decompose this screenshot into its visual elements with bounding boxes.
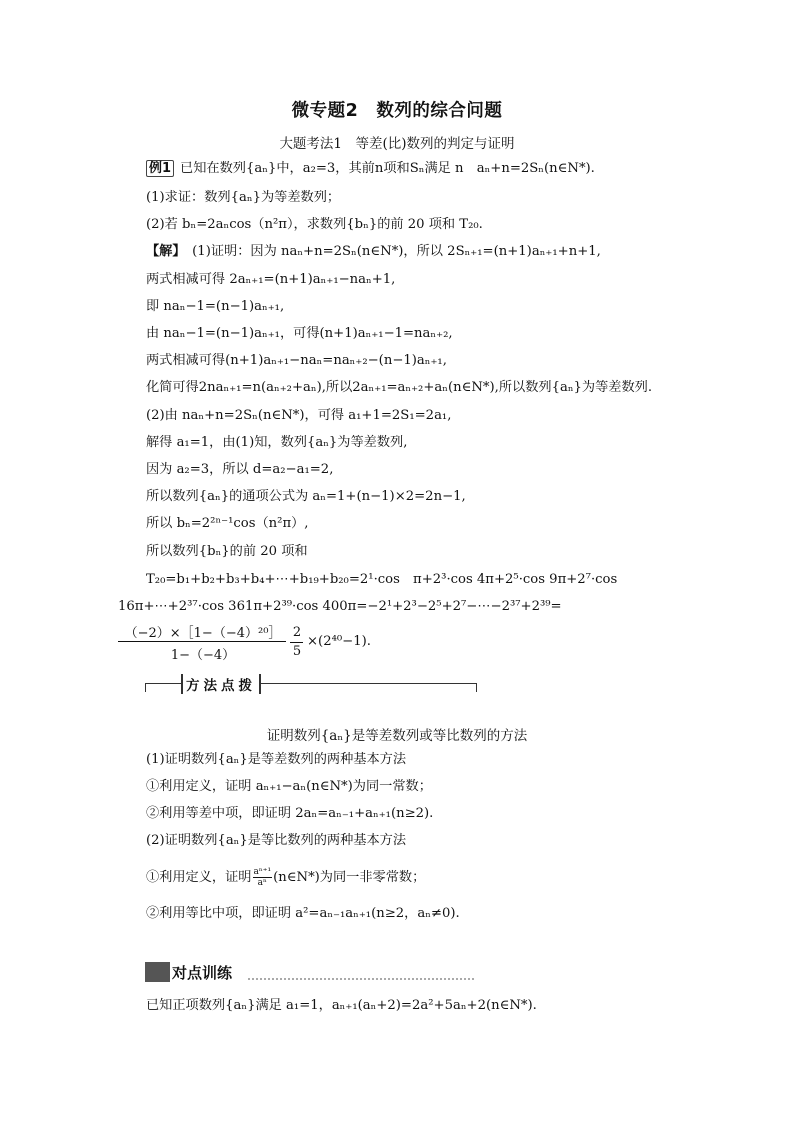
method-definition-line [146,860,425,896]
def-suffix: (n∈N*)为同一非零常数； [273,870,426,885]
method-line: (1)证明数列{aₙ}是等差数列的两种基本方法 [146,752,407,767]
example-tag: 例1 [146,160,174,177]
divider-line [259,683,477,684]
divider-tick [476,683,477,692]
fraction-numerator: aⁿ⁺¹ [253,867,272,877]
training-divider [248,978,474,980]
solution-line: T₂₀=b₁+b₂+b₃+b₄+⋯+b₁₉+b₂₀=2¹·cos π+2³·cos 4π+2⁵·cos 9π+2⁷·cos [146,572,618,587]
solution-text: (1)证明：因为 naₙ+n=2Sₙ(n∈N*)，所以 2Sₙ₊₁=(n+1)aₙ₊₁+n+1, [192,244,601,259]
solution-line: 由 naₙ−1=(n−1)aₙ₊₁，可得(n+1)aₙ₊₁−1=naₙ₊₂, [146,326,453,341]
example-stem-line [146,160,595,178]
ratio-fraction [253,867,273,888]
solution-line: 16π+⋯+2³⁷·cos 361π+2³⁹·cos 400π=−2¹+2³−2⁵+2⁷−⋯−2³⁷+2³⁹= [118,599,562,614]
solution-line: (2)由 naₙ+n=2Sₙ(n∈N*)，可得 a₁+1=2S₁=2a₁, [146,408,452,423]
fraction-tail: ×(2⁴⁰−1). [307,634,371,649]
question-1: (1)求证：数列{aₙ}为等差数列； [146,190,341,205]
fraction-denominator: 5 [292,644,302,659]
solution-head: 【解】 [146,244,179,259]
fraction-bar [290,642,303,643]
def-prefix: ①利用定义，证明 [146,870,252,885]
method-line: (2)证明数列{aₙ}是等比数列的两种基本方法 [146,833,407,848]
training-marker [145,962,170,982]
solution-line: 所以 bₙ=2²ⁿ⁻¹cos（n²π）, [146,516,309,531]
training-problem: 已知正项数列{aₙ}满足 a₁=1，aₙ₊₁(aₙ+2)=2a²+5aₙ+2(n∈N*). [146,998,537,1013]
fraction-denominator: 1−（−4） [170,648,236,663]
solution-line: 两式相减可得(n+1)aₙ₊₁−naₙ=naₙ₊₂−(n−1)aₙ₊₁, [146,353,447,368]
method-label: 方法点拨 [181,674,261,694]
fraction-numerator: （−2）×［1−（−4）²⁰］ [124,626,282,641]
solution-line: 化简可得2naₙ₊₁=n(aₙ₊₂+aₙ),所以2aₙ₊₁=aₙ₊₂+aₙ(n∈N*),所以数列{aₙ}为等差数列. [146,380,653,395]
page-title: 微专题2 数列的综合问题 [291,101,503,121]
method-line: ②利用等差中项，即证明 2aₙ=aₙ₋₁+aₙ₊₁(n≥2). [146,806,434,821]
fraction-denominator: aⁿ [257,878,267,888]
section-subtitle: 大题考法1 等差(比)数列的判定与证明 [279,136,515,152]
divider-line [145,683,181,684]
method-line: ②利用等比中项，即证明 a²=aₙ₋₁aₙ₊₁(n≥2，aₙ≠0). [146,906,460,921]
solution-line: 因为 a₂=3，所以 d=a₂−a₁=2, [146,462,334,477]
solution-line: 两式相减可得 2aₙ₊₁=(n+1)aₙ₊₁−naₙ+1, [146,272,396,287]
question-2: (2)若 bₙ=2aₙcos（n²π），求数列{bₙ}的前 20 项和 T₂₀. [146,217,483,232]
solution-line: 解得 a₁=1，由(1)知，数列{aₙ}为等差数列, [146,435,408,450]
two-fifths-fraction [289,625,305,659]
method-divider [145,677,477,693]
fraction-bar [118,641,286,642]
fraction-numerator: 2 [292,625,302,640]
solution-line: 即 naₙ−1=(n−1)aₙ₊₁, [146,299,285,314]
method-line: ①利用定义，证明 aₙ₊₁−aₙ(n∈N*)为同一常数； [146,779,432,794]
divider-tick [145,683,146,692]
method-heading: 证明数列{aₙ}是等差数列或等比数列的方法 [266,728,528,744]
solution-line-1 [146,243,601,261]
solution-line: 所以数列{aₙ}的通项公式为 aₙ=1+(n−1)×2=2n−1, [146,489,466,504]
training-label: 对点训练 [172,964,233,982]
solution-line: 所以数列{bₙ}的前 20 项和 [146,544,308,559]
example-stem: 已知在数列{aₙ}中，a₂=3，其前n项和Sₙ满足 n aₙ+n=2Sₙ(n∈N*). [180,161,595,176]
